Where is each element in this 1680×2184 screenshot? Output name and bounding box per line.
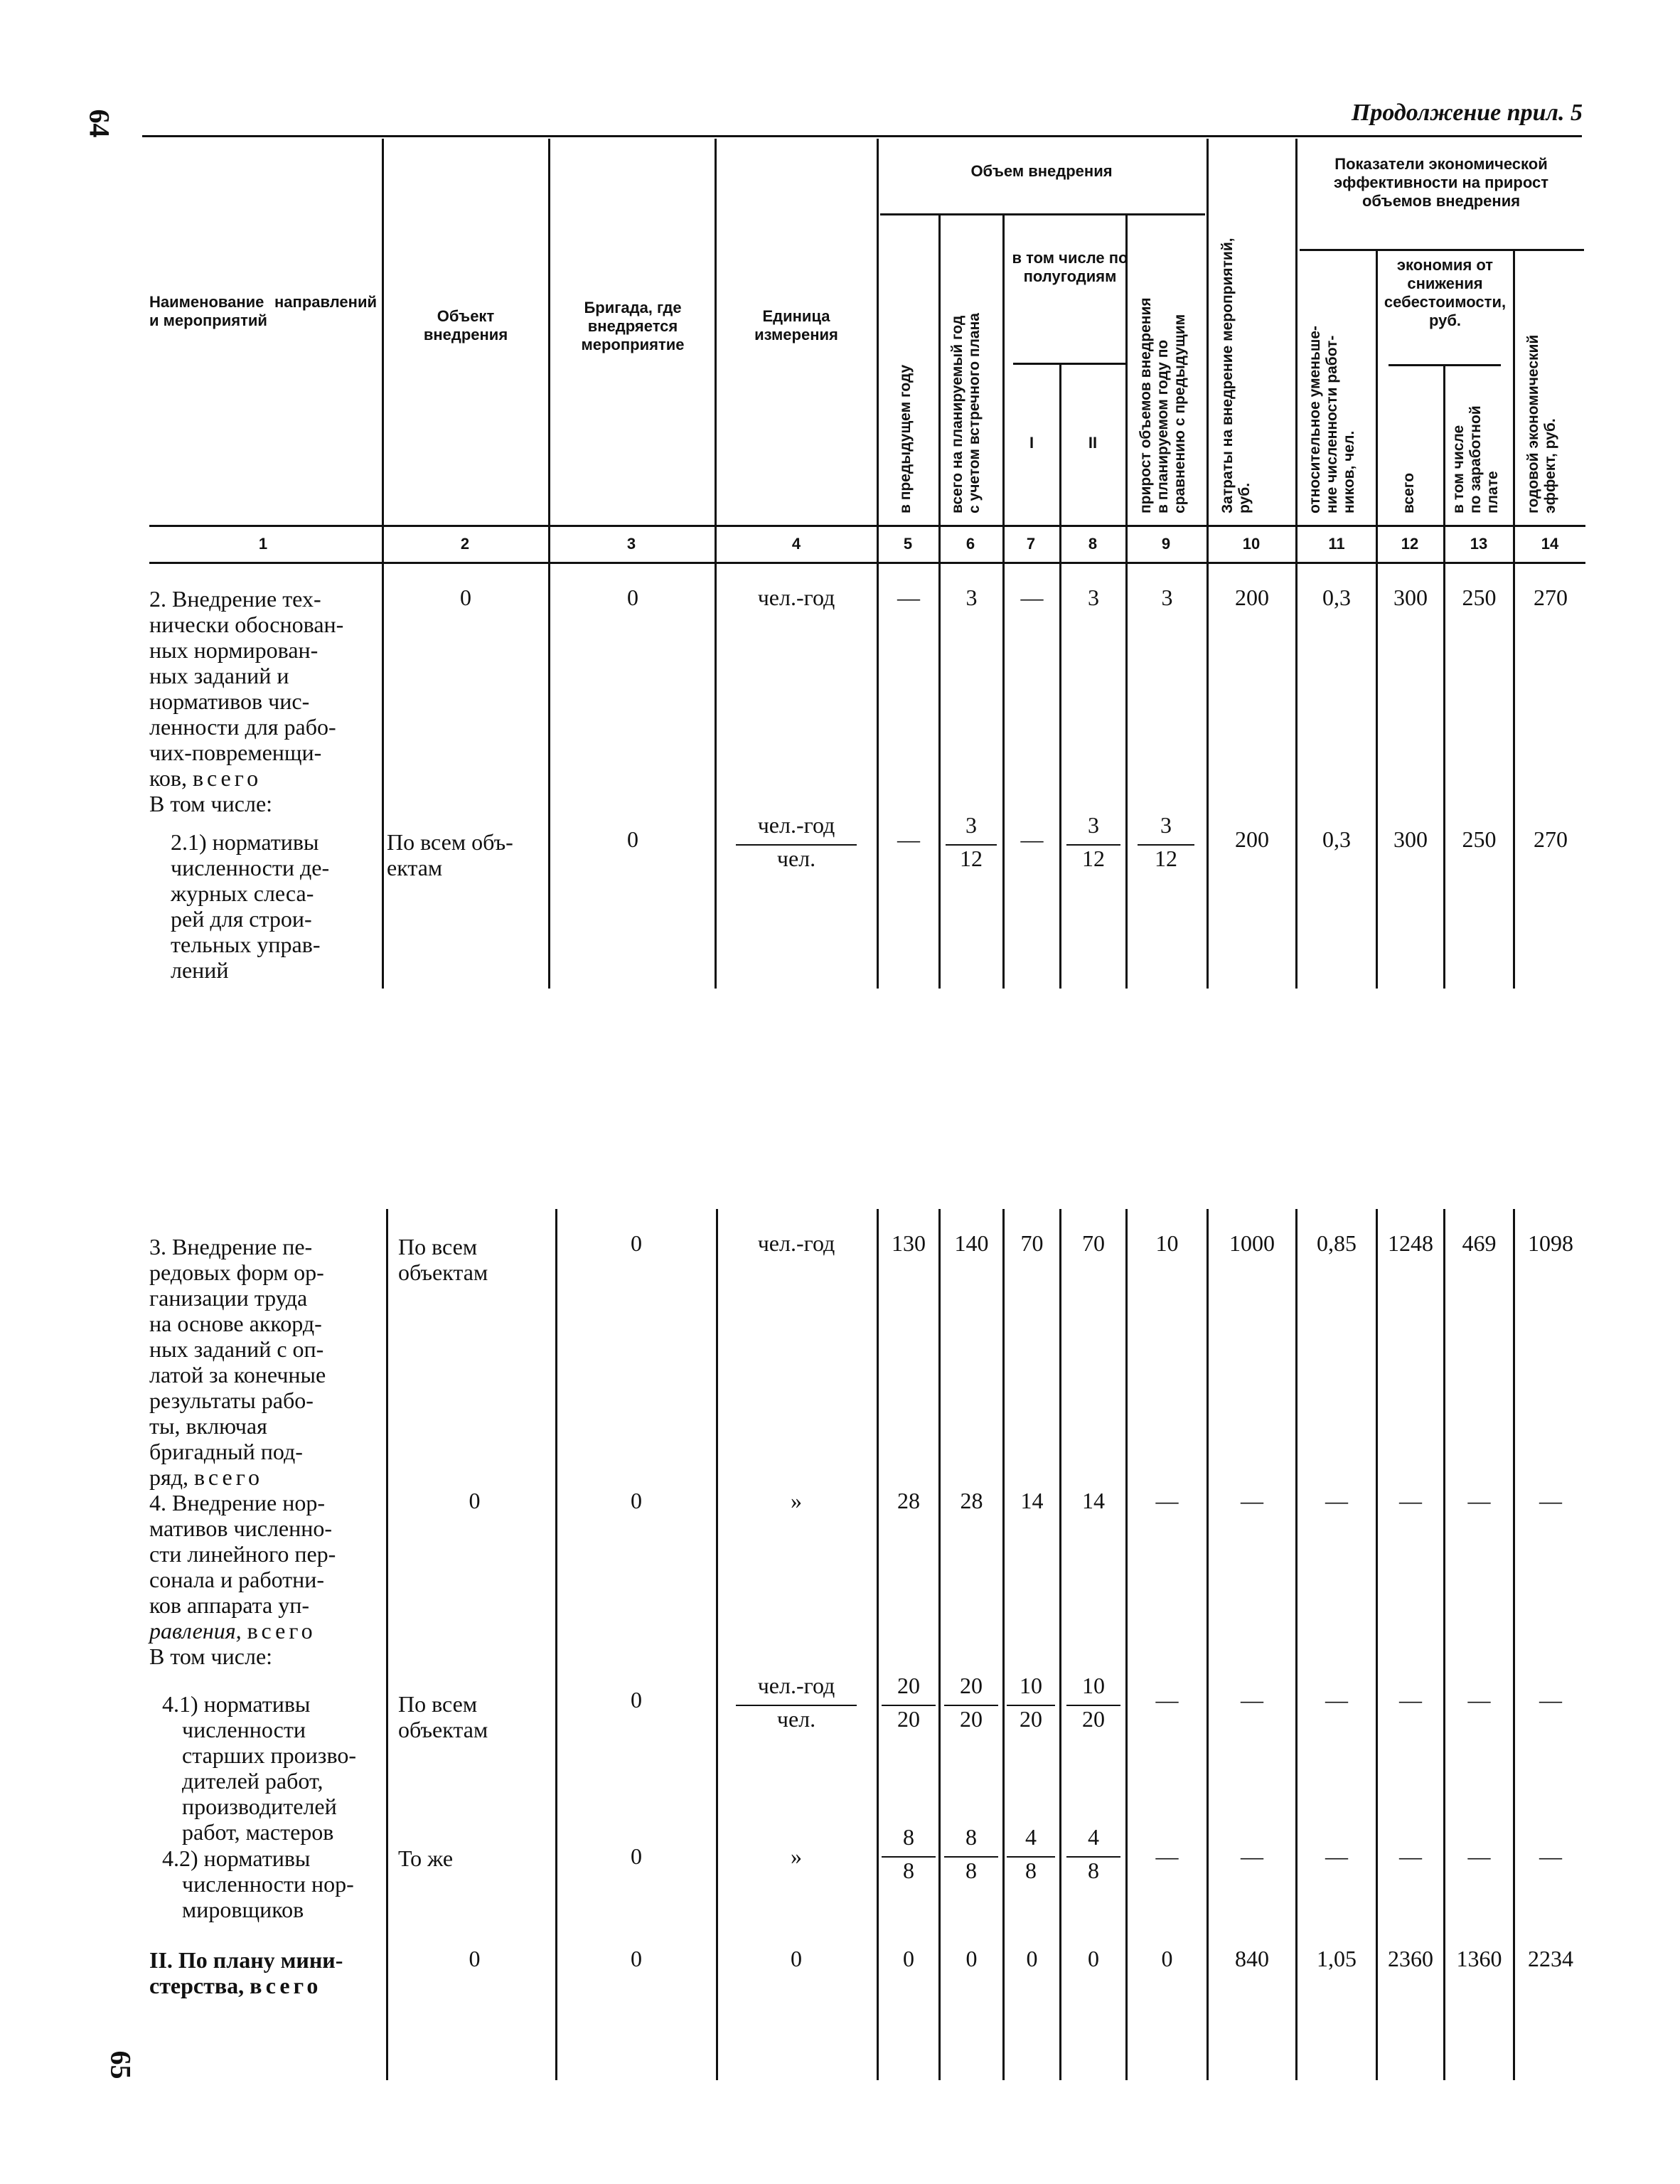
row-2-1-c7: — (1020, 826, 1044, 852)
row-II-c13: 1360 (1456, 1946, 1502, 1971)
row-II-c10: 840 (1235, 1946, 1269, 1971)
row-4-1-unit: чел.-год чел. (736, 1673, 857, 1744)
row-4-c5: 28 (897, 1488, 920, 1513)
page-number-bottom: 65 (105, 2050, 137, 2079)
row-II-c12: 2360 (1388, 1946, 1433, 1971)
col-number: 4 (791, 535, 801, 553)
row-4-c7: 14 (1020, 1488, 1044, 1513)
row-2-c6: 3 (965, 585, 978, 610)
row-2-name: 2. Внедрение тех- нически обоснован- ных нормирован- ных заданий и нормативов чис- ленности для рабо- чих-повременщи- ков, всего В том числе: (149, 586, 344, 816)
col-number: 3 (626, 535, 636, 553)
row-2-c7: — (1020, 585, 1044, 610)
header-name: Наименование направлений и мероприятий (149, 293, 377, 329)
row-4-2-c8: 4 8 (1066, 1824, 1120, 1895)
row-2-1-c5: — (897, 826, 920, 852)
row-II-c5: 0 (903, 1946, 914, 1971)
row-4-2-c7: 4 8 (1007, 1824, 1055, 1895)
row-2-unit: чел.-год (757, 585, 835, 610)
row-4-2-unit: » (791, 1843, 802, 1869)
row-3-name: 3. Внедрение пе- редовых форм ор- ганизации труда на основе аккорд- ных заданий с оп- латой за конечные результаты рабо- ты, включая бригадный под- ряд, всего (149, 1234, 326, 1490)
row-2-brigade: 0 (627, 585, 638, 610)
col-number: 5 (903, 535, 913, 553)
row-2-1-c13: 250 (1462, 826, 1497, 852)
row-2-c11: 0,3 (1322, 585, 1351, 610)
row-2-c14: 270 (1534, 585, 1568, 610)
col-number: 13 (1470, 535, 1488, 553)
row-II-c8: 0 (1088, 1946, 1099, 1971)
page-number-top: 64 (83, 109, 116, 138)
row-II-name: II. По плану мини- стерства, всего (149, 1947, 343, 1998)
row-2-c10: 200 (1235, 585, 1269, 610)
row-4-object: 0 (469, 1488, 481, 1513)
row-2-object: 0 (460, 585, 471, 610)
row-4-2-c11: — (1325, 1843, 1348, 1869)
col-number: 7 (1026, 535, 1036, 553)
row-2-1-object: По всем объ- ектам (387, 829, 513, 880)
row-II-c11: 1,05 (1317, 1946, 1357, 1971)
row-2-c13: 250 (1462, 585, 1497, 610)
header-plan-year: всего на планируемый год с учетом встречного плана (949, 313, 983, 513)
row-4-2-c12: — (1399, 1843, 1422, 1869)
header-prev-year: в предыдущем году (897, 364, 914, 513)
row-3-c9: 10 (1155, 1230, 1179, 1256)
header-unit: Единица измерения (754, 307, 838, 343)
row-4-c13: — (1467, 1488, 1491, 1513)
row-4-2-c9: — (1155, 1843, 1179, 1869)
header-staff-reduction: относительное уменьше- ние численности работ- ников, чел. (1307, 325, 1357, 513)
row-2-1-name: 2.1) нормативы численности де- журных слеса- рей для строи- тельных управ- лений (171, 829, 330, 983)
row-4-2-c13: — (1467, 1843, 1491, 1869)
row-3-object: По всем объектам (398, 1234, 488, 1285)
row-4-2-object: То же (398, 1845, 454, 1871)
col-number: 12 (1401, 535, 1419, 553)
row-4-1-c10: — (1241, 1687, 1263, 1712)
row-II-c7: 0 (1026, 1946, 1038, 1971)
header-increase: прирост объемов внедрения в планируемом году по сравнению с предыдущим (1138, 297, 1188, 513)
row-2-c9: 3 (1161, 585, 1173, 610)
row-3-unit: чел.-год (757, 1230, 835, 1256)
header-brigade: Бригада, где внедряется мероприятие (581, 299, 685, 353)
col-number: 14 (1541, 535, 1559, 553)
row-2-c8: 3 (1088, 585, 1099, 610)
row-4-c11: — (1325, 1488, 1348, 1513)
row-II-c14: 2234 (1528, 1946, 1573, 1971)
row-II-object: 0 (469, 1946, 481, 1971)
header-econ-total: всего (1401, 472, 1417, 513)
header-volume-group: Объем внедрения (970, 162, 1113, 180)
row-2-1-unit: чел.-год чел. (736, 812, 857, 883)
row-4-1-name: 4.1) нормативы численности старших произво- дителей работ, производителей работ, мастеров (162, 1691, 356, 1845)
col-number: 10 (1242, 535, 1261, 553)
header-econ-wage: в том числе по заработной плате (1450, 405, 1501, 513)
row-II-c9: 0 (1161, 1946, 1173, 1971)
row-2-1-c12: 300 (1393, 826, 1428, 852)
col-number: 2 (460, 535, 470, 553)
row-2-1-c10: 200 (1235, 826, 1269, 852)
row-3-c8: 70 (1082, 1230, 1105, 1256)
row-2-1-c9: 3 12 (1138, 812, 1194, 883)
row-4-1-c5: 20 20 (882, 1673, 936, 1744)
header-half-group: в том числе по полугодиям (1012, 249, 1128, 285)
row-4-2-c5: 8 8 (882, 1824, 936, 1895)
row-2-c12: 300 (1393, 585, 1428, 610)
row-4-c12: — (1399, 1488, 1422, 1513)
row-4-1-c12: — (1399, 1687, 1422, 1712)
row-II-unit: 0 (791, 1946, 802, 1971)
row-4-1-object: По всем объектам (398, 1691, 488, 1742)
row-4-2-name: 4.2) нормативы численности нор- мировщиков (162, 1845, 354, 1922)
row-4-1-c7: 10 20 (1007, 1673, 1055, 1744)
header-object: Объект внедрения (423, 307, 508, 343)
row-4-c14: — (1539, 1488, 1562, 1513)
row-3-c11: 0,85 (1317, 1230, 1357, 1256)
row-4-name: 4. Внедрение нор- мативов численно- сти линейного пер- сонала и работни- ков аппарата уп- равления, всего В том числе: (149, 1490, 336, 1669)
header-annual-effect: годовой экономический эффект, руб. (1525, 334, 1558, 513)
row-4-1-c6: 20 20 (944, 1673, 998, 1744)
row-4-brigade: 0 (631, 1488, 642, 1513)
row-3-c6: 140 (954, 1230, 989, 1256)
row-2-1-c6: 3 12 (946, 812, 997, 883)
row-4-1-c13: — (1467, 1687, 1491, 1712)
row-4-c10: — (1241, 1488, 1263, 1513)
row-4-1-brigade: 0 (631, 1687, 642, 1712)
row-4-2-c6: 8 8 (944, 1824, 998, 1895)
running-head: Продолжение прил. 5 (1351, 100, 1583, 126)
row-2-1-c14: 270 (1534, 826, 1568, 852)
row-4-1-c11: — (1325, 1687, 1348, 1712)
row-4-1-c9: — (1155, 1687, 1179, 1712)
row-2-1-brigade: 0 (627, 826, 638, 852)
header-econ-group: экономия от снижения себестоимости, руб. (1384, 256, 1507, 329)
row-3-c10: 1000 (1229, 1230, 1275, 1256)
row-4-1-c14: — (1539, 1687, 1562, 1712)
col-number: 11 (1328, 535, 1345, 553)
row-3-brigade: 0 (631, 1230, 642, 1256)
row-3-c12: 1248 (1388, 1230, 1433, 1256)
row-2-1-c8: 3 12 (1066, 812, 1120, 883)
col-number: 9 (1161, 535, 1171, 553)
row-II-c6: 0 (965, 1946, 978, 1971)
header-costs: Затраты на внедрение мероприятий, руб. (1219, 238, 1253, 513)
col-number: 6 (965, 535, 975, 553)
header-half-1: I (1029, 434, 1034, 452)
row-4-2-brigade: 0 (631, 1843, 642, 1869)
row-3-c14: 1098 (1528, 1230, 1573, 1256)
col-number: 1 (258, 535, 268, 553)
row-4-unit: » (791, 1488, 802, 1513)
row-4-1-c8: 10 20 (1066, 1673, 1120, 1744)
row-II-brigade: 0 (631, 1946, 642, 1971)
col-number: 8 (1088, 535, 1098, 553)
row-3-c13: 469 (1462, 1230, 1497, 1256)
row-2-1-c11: 0,3 (1322, 826, 1351, 852)
row-3-c7: 70 (1020, 1230, 1044, 1256)
row-4-c9: — (1155, 1488, 1179, 1513)
row-4-c6: 28 (960, 1488, 983, 1513)
row-4-2-c14: — (1539, 1843, 1562, 1869)
header-eff-group: Показатели экономической эффективности на прирост объемов внедрения (1334, 155, 1548, 210)
row-3-c5: 130 (892, 1230, 926, 1256)
row-2-c5: — (897, 585, 920, 610)
row-4-c8: 14 (1082, 1488, 1105, 1513)
header-half-2: II (1088, 434, 1098, 452)
row-4-2-c10: — (1241, 1843, 1263, 1869)
